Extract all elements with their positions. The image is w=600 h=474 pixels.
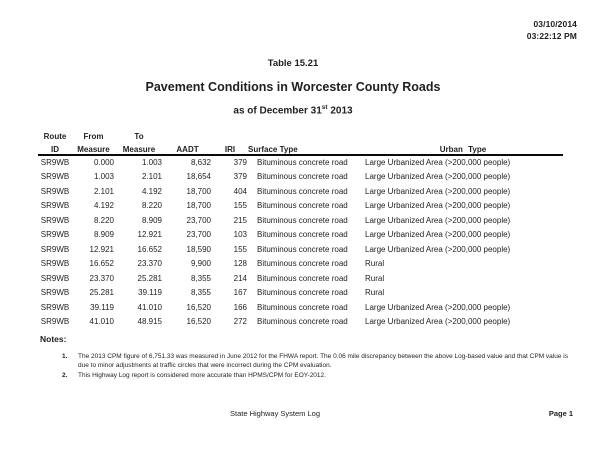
page-title: Pavement Conditions in Worcester County Roads bbox=[145, 80, 441, 94]
table-body bbox=[38, 155, 563, 329]
cell-surface-type: Bituminous concrete road bbox=[257, 244, 348, 254]
cell-from-measure: 25.281 bbox=[89, 288, 114, 298]
cell-surface-type: Bituminous concrete road bbox=[257, 186, 348, 196]
col-route-id: Route bbox=[43, 132, 67, 141]
cell-urban-type: Large Urbanized Area (>200,000 people) bbox=[365, 302, 511, 312]
cell-route-id: SR9WB bbox=[40, 186, 70, 196]
cell-iri: 379 bbox=[233, 158, 247, 168]
col-urban-spacer bbox=[363, 128, 563, 141]
subtitle-suffix: 2013 bbox=[327, 105, 353, 117]
col-aadt: AADT bbox=[163, 141, 212, 155]
cell-to-measure: 25.281 bbox=[137, 273, 162, 283]
cell-urban-type: Large Urbanized Area (>200,000 people) bbox=[365, 215, 511, 225]
cell-urban-type: Large Urbanized Area (>200,000 people) bbox=[365, 158, 511, 168]
cell-urban-type: Large Urbanized Area (>200,000 people) bbox=[365, 201, 511, 211]
cell-urban-type: Large Urbanized Area (>200,000 people) bbox=[365, 230, 511, 240]
table-number: Table 15.21 bbox=[267, 58, 319, 69]
notes-heading: Notes: bbox=[40, 334, 67, 344]
cell-urban-type: Large Urbanized Area (>200,000 people) bbox=[365, 172, 511, 182]
cell-surface-type: Bituminous concrete road bbox=[257, 288, 348, 298]
cell-aadt: 18,700 bbox=[186, 201, 211, 211]
cell-to-measure: 12.921 bbox=[137, 230, 162, 240]
cell-route-id: SR9WB bbox=[40, 244, 70, 254]
cell-aadt: 23,700 bbox=[186, 230, 211, 240]
cell-iri: 215 bbox=[233, 215, 247, 225]
col-iri: IRI bbox=[212, 141, 248, 155]
cell-urban-type: Rural bbox=[365, 273, 385, 283]
pavement-conditions-table bbox=[38, 128, 563, 329]
cell-route-id: SR9WB bbox=[40, 201, 70, 211]
subtitle-superscript: st bbox=[321, 104, 328, 111]
cell-to-measure: 48.915 bbox=[137, 317, 162, 327]
cell-aadt: 16,520 bbox=[186, 317, 211, 327]
table-row bbox=[38, 213, 563, 228]
col-from-measure-line2: Measure bbox=[72, 141, 115, 155]
cell-aadt: 8,355 bbox=[190, 288, 211, 298]
table-row bbox=[38, 170, 563, 185]
table-row bbox=[38, 184, 563, 199]
cell-surface-type: Bituminous concrete road bbox=[257, 215, 348, 225]
note-text: The 2013 CPM figure of 6,751.33 was measured in June 2012 for the FHWA report. The 0.06 mile discrepancy between the above Log-based value and that CPM value is due to minor adjustments at traffic circles that were incorrect during the CPM evaluation. bbox=[78, 353, 568, 370]
table-row bbox=[38, 242, 563, 257]
cell-to-measure: 1.003 bbox=[141, 158, 162, 168]
cell-iri: 379 bbox=[233, 172, 247, 182]
cell-from-measure: 1.003 bbox=[93, 172, 114, 182]
cell-to-measure: 8.220 bbox=[141, 201, 162, 211]
cell-iri: 214 bbox=[233, 273, 247, 283]
cell-to-measure: 8.909 bbox=[141, 215, 162, 225]
cell-aadt: 23,700 bbox=[186, 215, 211, 225]
note-number: 2. bbox=[62, 371, 68, 379]
col-surface-spacer bbox=[248, 128, 363, 141]
cell-iri: 155 bbox=[233, 201, 247, 211]
cell-iri: 272 bbox=[233, 317, 247, 327]
notes-list bbox=[62, 352, 568, 380]
cell-route-id: SR9WB bbox=[40, 259, 70, 269]
cell-iri: 128 bbox=[233, 259, 247, 269]
cell-to-measure: 4.192 bbox=[141, 186, 162, 196]
cell-from-measure: 41.010 bbox=[89, 317, 114, 327]
cell-iri: 404 bbox=[233, 186, 247, 196]
cell-urban-type: Large Urbanized Area (>200,000 people) bbox=[365, 244, 511, 254]
cell-route-id: SR9WB bbox=[40, 288, 70, 298]
cell-aadt: 16,520 bbox=[186, 302, 211, 312]
cell-to-measure: 16.652 bbox=[137, 244, 162, 254]
header-row-1 bbox=[38, 128, 563, 141]
cell-to-measure: 39.119 bbox=[138, 288, 162, 298]
cell-surface-type: Bituminous concrete road bbox=[257, 273, 348, 283]
print-time: 03:22:12 PM bbox=[526, 30, 577, 41]
cell-urban-type: Large Urbanized Area (>200,000 people) bbox=[365, 186, 511, 196]
table-row bbox=[38, 228, 563, 243]
cell-surface-type: Bituminous concrete road bbox=[257, 158, 348, 168]
col-urban-type: Urban Type bbox=[363, 141, 563, 155]
cell-aadt: 8,632 bbox=[190, 158, 211, 168]
table-row bbox=[38, 315, 563, 330]
cell-aadt: 18,590 bbox=[186, 244, 211, 254]
subtitle-prefix: as of December 31 bbox=[233, 105, 322, 117]
page-subtitle bbox=[0, 104, 586, 116]
cell-surface-type: Bituminous concrete road bbox=[257, 230, 348, 240]
cell-surface-type: Bituminous concrete road bbox=[257, 317, 348, 327]
table-row bbox=[38, 257, 563, 272]
cell-to-measure: 23.370 bbox=[137, 259, 162, 269]
cell-from-measure: 16.652 bbox=[89, 259, 114, 269]
cell-iri: 166 bbox=[233, 302, 247, 312]
page-number: Page 1 bbox=[548, 409, 573, 418]
cell-to-measure: 2.101 bbox=[141, 172, 162, 182]
cell-aadt: 8,355 bbox=[190, 273, 211, 283]
col-iri-spacer bbox=[212, 128, 248, 141]
cell-route-id: SR9WB bbox=[40, 158, 70, 168]
cell-surface-type: Bituminous concrete road bbox=[257, 259, 348, 269]
cell-route-id: SR9WB bbox=[40, 215, 70, 225]
footer-title: State Highway System Log bbox=[229, 409, 321, 418]
print-date: 03/10/2014 bbox=[533, 19, 577, 29]
cell-surface-type: Bituminous concrete road bbox=[257, 172, 348, 182]
col-to-measure-line2: Measure bbox=[115, 141, 163, 155]
cell-aadt: 18,654 bbox=[186, 172, 211, 182]
cell-aadt: 18,700 bbox=[186, 186, 211, 196]
cell-from-measure: 8.220 bbox=[93, 215, 114, 225]
cell-route-id: SR9WB bbox=[40, 172, 70, 182]
cell-surface-type: Bituminous concrete road bbox=[257, 201, 348, 211]
cell-from-measure: 23.370 bbox=[89, 273, 114, 283]
cell-urban-type: Rural bbox=[365, 259, 385, 269]
cell-from-measure: 39.119 bbox=[90, 302, 114, 312]
cell-from-measure: 2.101 bbox=[93, 186, 114, 196]
col-to-measure: To bbox=[134, 132, 144, 141]
note-item bbox=[62, 352, 568, 371]
note-text: This Highway Log report is considered more accurate than HPMS/CPM for EOY-2012. bbox=[78, 371, 326, 379]
cell-route-id: SR9WB bbox=[40, 317, 70, 327]
table-row bbox=[38, 271, 563, 286]
cell-route-id: SR9WB bbox=[40, 273, 70, 283]
cell-iri: 167 bbox=[233, 288, 247, 298]
cell-route-id: SR9WB bbox=[40, 230, 70, 240]
table-row bbox=[38, 199, 563, 214]
print-stamp bbox=[527, 19, 577, 42]
cell-from-measure: 4.192 bbox=[93, 201, 114, 211]
cell-surface-type: Bituminous concrete road bbox=[257, 302, 348, 312]
table-row bbox=[38, 300, 563, 315]
col-from-measure: From bbox=[83, 132, 104, 141]
cell-iri: 103 bbox=[233, 230, 247, 240]
cell-to-measure: 41.010 bbox=[137, 302, 162, 312]
cell-urban-type: Rural bbox=[365, 288, 385, 298]
cell-iri: 155 bbox=[233, 244, 247, 254]
cell-aadt: 9,900 bbox=[190, 259, 211, 269]
table-row bbox=[38, 155, 563, 170]
header-row-2 bbox=[38, 141, 563, 155]
cell-from-measure: 12.921 bbox=[89, 244, 114, 254]
cell-from-measure: 0.000 bbox=[93, 158, 114, 168]
table-row bbox=[38, 286, 563, 301]
cell-route-id: SR9WB bbox=[40, 302, 70, 312]
note-item bbox=[62, 371, 568, 380]
note-number: 1. bbox=[62, 353, 68, 360]
cell-from-measure: 8.909 bbox=[93, 230, 114, 240]
col-route-id-line2: ID bbox=[38, 141, 72, 155]
cell-urban-type: Large Urbanized Area (>200,000 people) bbox=[365, 317, 511, 327]
col-surface-type: Surface Type bbox=[248, 141, 363, 155]
col-aadt-spacer bbox=[163, 128, 212, 141]
